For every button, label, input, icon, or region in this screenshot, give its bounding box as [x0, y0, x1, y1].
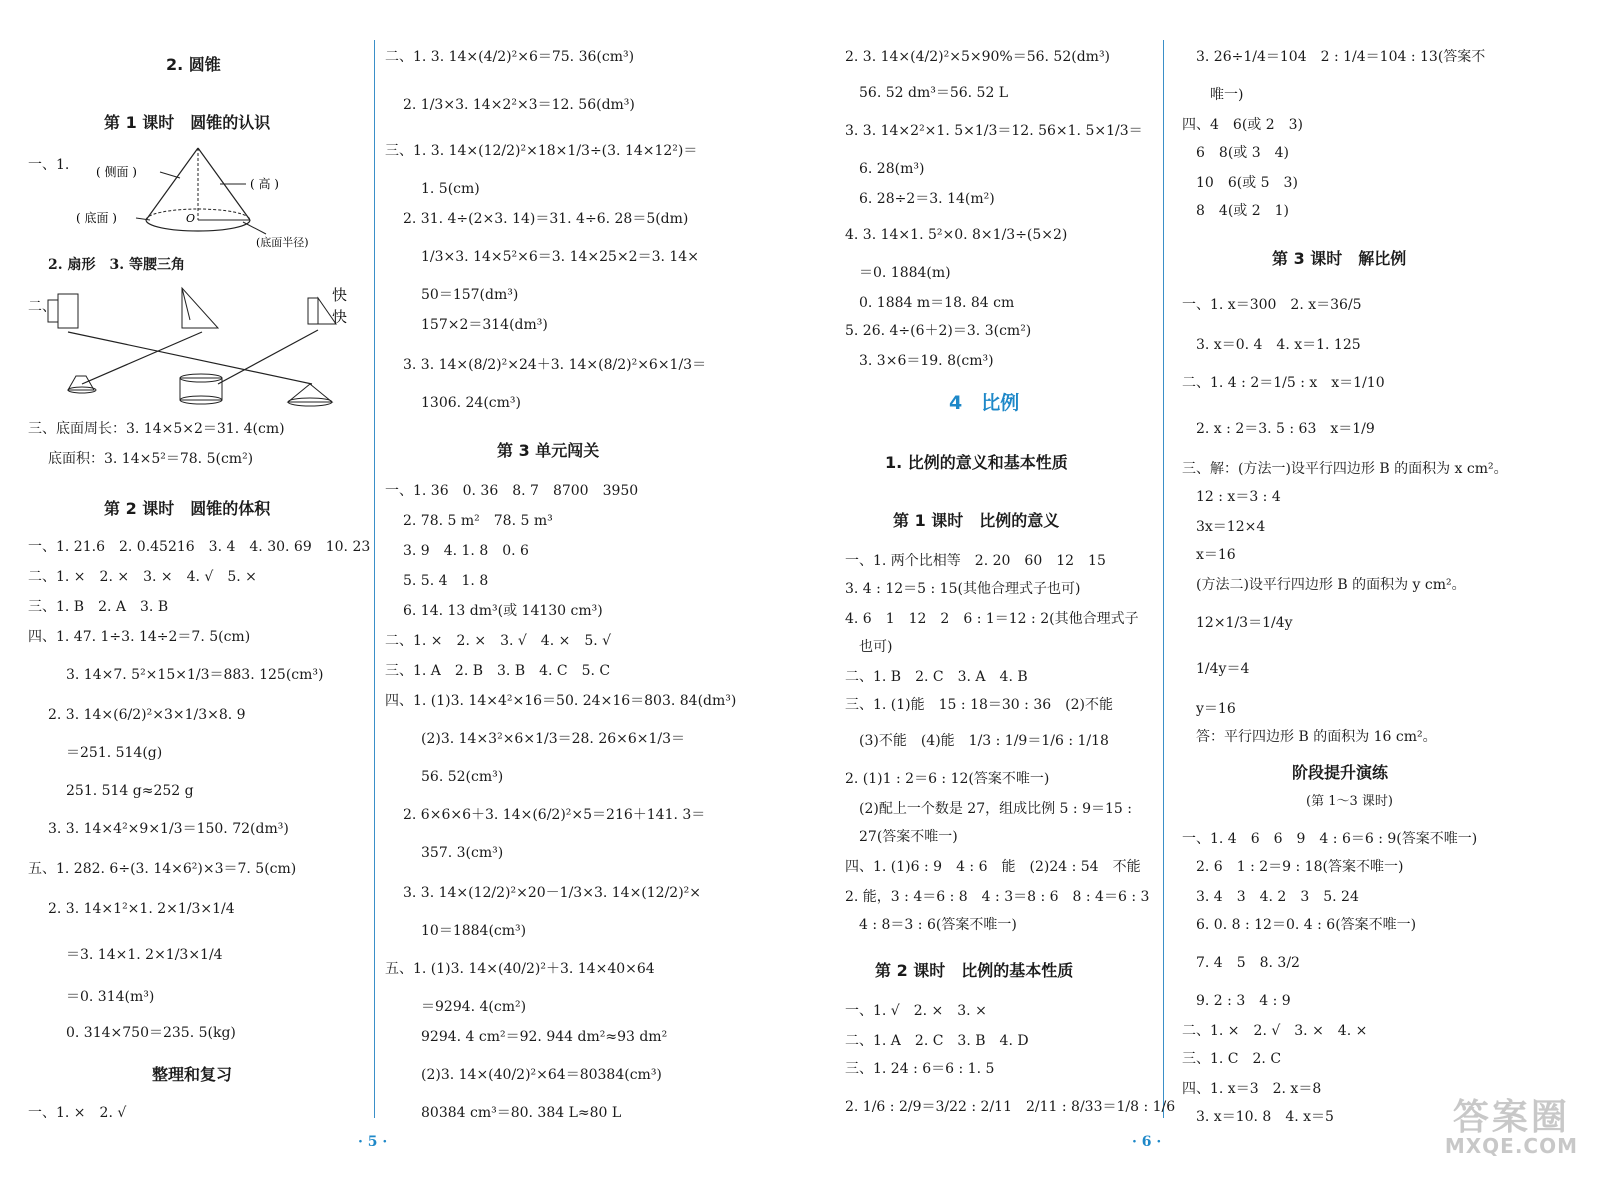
lesson-heading: 第 2 课时 圆锥的体积 [104, 499, 271, 518]
lesson-heading: 第 3 课时 解比例 [1272, 249, 1407, 268]
answer-line: 3. 3. 14×4²×9×1/3＝150. 72(dm³) [48, 821, 289, 837]
match-line [68, 332, 312, 384]
leader-line [243, 222, 266, 234]
answer-line: 6. 0. 8 : 12＝0. 4 : 6(答案不唯一) [1196, 917, 1417, 933]
answer-line: 唯一) [1210, 87, 1244, 103]
answer-line: 四、4 6(或 2 3) [1182, 117, 1304, 133]
answer-line: 2. (1)1 : 2＝6 : 12(答案不唯一) [845, 771, 1050, 787]
shape-side-view [48, 300, 58, 322]
answer-line: 80384 cm³＝80. 384 L≈80 L [421, 1105, 622, 1121]
leader-line [160, 172, 180, 178]
answer-line: 3. 9 4. 1. 8 0. 6 [403, 543, 529, 559]
label-o: O [186, 212, 196, 225]
answer-line: 二、1. B 2. C 3. A 4. B [845, 669, 1028, 685]
answer-line: 27(答案不唯一) [859, 829, 958, 845]
watermark-logo-text: 答案圈 [1452, 1097, 1570, 1138]
answer-line: 三、1. A 2. B 3. B 4. C 5. C [385, 663, 611, 679]
answer-line: 四、1. 47. 1÷3. 14÷2＝7. 5(cm) [28, 629, 251, 645]
answer-line: 3. 26÷1/4＝104 2 : 1/4＝104 : 13(答案不 [1196, 49, 1486, 65]
answer-line: 3. 3. 14×2²×1. 5×1/3＝12. 56×1. 5×1/3＝ [845, 123, 1143, 139]
answer-line: 二、1. × 2. × 3. √ 4. × 5. √ [385, 633, 612, 649]
answer-line: 一、1. × 2. √ [28, 1105, 127, 1121]
question-label: 一、1. [28, 157, 70, 173]
handwriting: 快 [332, 308, 348, 326]
answer-line: 四、1. (1)3. 14×4²×16＝50. 24×16＝803. 84(dm³) [385, 693, 737, 709]
section-heading-cone: 2. 圆锥 [166, 55, 221, 74]
answer-line: ＝0. 314(m³) [66, 989, 155, 1005]
column-divider [374, 40, 375, 1118]
answer-line: 6. 14. 13 dm³(或 14130 cm³) [403, 603, 603, 619]
answer-line: (2)配上一个数是 27，组成比例 5 : 9＝15 : [859, 801, 1132, 817]
answer-line: 6. 28÷2＝3. 14(m²) [859, 191, 995, 207]
answer-line: 2. 3. 14×(6/2)²×3×1/3×8. 9 [48, 707, 246, 723]
answer-line: 二、1. × 2. √ 3. × 4. × [1182, 1023, 1368, 1039]
answer-line: 0. 314×750＝235. 5(kg) [66, 1025, 236, 1041]
answer-line: 12×1/3＝1/4y [1196, 615, 1293, 631]
label-base: ( 底面 ) [76, 211, 117, 225]
watermark-url: MXQE.COM [1444, 1134, 1578, 1158]
answer-line: 2. 扇形 3. 等腰三角 [48, 257, 185, 273]
answer-line: 2. 6×6×6＋3. 14×(6/2)²×5＝216＋141. 3＝ [403, 807, 706, 823]
page-number: · 6 · [1132, 1134, 1162, 1150]
answer-line: 9. 2 : 3 4 : 9 [1196, 993, 1291, 1009]
answer-line: (方法二)设平行四边形 B 的面积为 y cm²。 [1196, 577, 1466, 593]
cone-diagram [68, 140, 358, 260]
answer-line: 底面积：3. 14×5²＝78. 5(cm²) [48, 451, 254, 467]
section-heading-review: 整理和复习 [152, 1065, 233, 1084]
answer-line: 10＝1884(cm³) [421, 923, 527, 939]
answer-line: 二、1. A 2. C 3. B 4. D [845, 1033, 1029, 1049]
answer-line: 56. 52 dm³＝56. 52 L [859, 85, 1009, 101]
answer-line: 3. 3×6＝19. 8(cm³) [859, 353, 994, 369]
answer-line: 2. 3. 14×(4/2)²×5×90%＝56. 52(dm³) [845, 49, 1111, 65]
answer-line: 二、1. 3. 14×(4/2)²×6＝75. 36(cm³) [385, 49, 635, 65]
answer-line: 3. 4 3 4. 2 3 5. 24 [1196, 889, 1359, 905]
answer-line: 5. 26. 4÷(6＋2)＝3. 3(cm²) [845, 323, 1032, 339]
answer-line: (3)不能 (4)能 1/3 : 1/9＝1/6 : 1/18 [859, 733, 1109, 749]
watermark [1444, 1097, 1578, 1158]
answer-line: 五、1. (1)3. 14×(40/2)²＋3. 14×40×64 [385, 961, 655, 977]
section-heading: 1. 比例的意义和基本性质 [885, 453, 1068, 472]
answer-line: 8 4(或 2 1) [1196, 203, 1290, 219]
answer-line: 三、1. (1)能 15 : 18＝30 : 36 (2)不能 [845, 697, 1113, 713]
answer-line: 2. x : 2＝3. 5 : 63 x＝1/9 [1196, 421, 1375, 437]
question-label: 二、 [28, 299, 56, 315]
answer-line: 三、1. 3. 14×(12/2)²×18×1/3÷(3. 14×12²)＝ [385, 143, 698, 159]
answer-line: 3. 3. 14×(12/2)²×20－1/3×3. 14×(12/2)²× [403, 885, 701, 901]
lesson-heading: 第 1 课时 圆锥的认识 [104, 113, 271, 132]
label-radius: (底面半径) [256, 236, 309, 249]
match-line [218, 330, 318, 384]
shape-trapezoid [308, 298, 318, 324]
answer-line: 2. 1/3×3. 14×2²×3＝12. 56(dm³) [403, 97, 635, 113]
answer-line: x＝16 [1196, 547, 1236, 563]
chapter-heading: 4 比例 [949, 392, 1020, 414]
answer-line: 一、1. √ 2. × 3. × [845, 1003, 987, 1019]
label-side: ( 侧面 ) [96, 165, 137, 179]
answer-line: 三、1. C 2. C [1182, 1051, 1282, 1067]
lesson-heading: 第 2 课时 比例的基本性质 [875, 961, 1074, 980]
page-number: · 5 · [358, 1134, 388, 1150]
answer-line: 2. 3. 14×1²×1. 2×1/3×1/4 [48, 901, 235, 917]
answer-line: 三、1. 24 : 6＝6 : 1. 5 [845, 1061, 995, 1077]
answer-line: 3. x＝0. 4 4. x＝1. 125 [1196, 337, 1361, 353]
answer-line: 2. 6 1 : 2＝9 : 18(答案不唯一) [1196, 859, 1404, 875]
matching-diagram [42, 280, 362, 410]
answer-line: (2)3. 14×3²×6×1/3＝28. 26×6×1/3＝ [421, 731, 686, 747]
answer-line: 一、1. x＝300 2. x＝36/5 [1182, 297, 1362, 313]
answer-line: 50＝157(dm³) [421, 287, 519, 303]
answer-line: ＝0. 1884(m) [859, 265, 951, 281]
answer-line: ＝9294. 4(cm²) [421, 999, 527, 1015]
answer-line: 1/4y＝4 [1196, 661, 1250, 677]
answer-line: 10 6(或 5 3) [1196, 175, 1298, 191]
answer-line: 56. 52(cm³) [421, 769, 504, 785]
section-subheading: (第 1～3 课时) [1306, 794, 1393, 809]
answer-line: 3. 3. 14×(8/2)²×24＋3. 14×(8/2)²×6×1/3＝ [403, 357, 707, 373]
answer-line: 一、1. 21.6 2. 0.45216 3. 4 4. 30. 69 10. 23 [28, 539, 371, 555]
answer-line: 6 8(或 3 4) [1196, 145, 1290, 161]
answer-line: 12 : x＝3 : 4 [1196, 489, 1281, 505]
handwriting: 快 [332, 286, 348, 304]
answer-line: 1/3×3. 14×5²×6＝3. 14×25×2＝3. 14× [421, 249, 699, 265]
label-height: ( 高 ) [250, 177, 279, 191]
answer-line: 五、1. 282. 6÷(3. 14×6²)×3＝7. 5(cm) [28, 861, 297, 877]
answer-line: 二、1. 4 : 2＝1/5 : x x＝1/10 [1182, 375, 1385, 391]
answer-line: 6. 28(m³) [859, 161, 925, 177]
answer-line: 3. x＝10. 8 4. x＝5 [1196, 1109, 1334, 1125]
answer-line: 四、1. x＝3 2. x＝8 [1182, 1081, 1322, 1097]
answer-line: 2. 能，3 : 4＝6 : 8 4 : 3＝8 : 6 8 : 4＝6 : 3 [845, 889, 1150, 905]
answer-line: 0. 1884 m＝18. 84 cm [859, 295, 1015, 311]
answer-line: 答：平行四边形 B 的面积为 16 cm²。 [1196, 729, 1437, 745]
answer-line: 也可) [859, 639, 893, 655]
answer-line: (2)3. 14×(40/2)²×64＝80384(cm³) [421, 1067, 662, 1083]
answer-line: 二、1. × 2. × 3. × 4. √ 5. × [28, 569, 257, 585]
answer-line: 2. 1/6 : 2/9＝3/22 : 2/11 2/11 : 8/33＝1/8 : 1/6 [845, 1099, 1176, 1115]
answer-line: 4. 6 1 12 2 6 : 1＝12 : 2(其他合理式子 [845, 611, 1139, 627]
answer-line: 251. 514 g≈252 g [66, 783, 194, 799]
answer-line: 4 : 8＝3 : 6(答案不唯一) [859, 917, 1017, 933]
answer-line: 2. 31. 4÷(2×3. 14)＝31. 4÷6. 28＝5(dm) [403, 211, 689, 227]
answer-line: 三、解：(方法一)设平行四边形 B 的面积为 x cm²。 [1182, 461, 1508, 477]
answer-line: 5. 5. 4 1. 8 [403, 573, 489, 589]
answer-line: 一、1. 两个比相等 2. 20 60 12 15 [845, 553, 1106, 569]
answer-line: 7. 4 5 8. 3/2 [1196, 955, 1300, 971]
answer-line: 一、1. 4 6 6 9 4 : 6＝6 : 9(答案不唯一) [1182, 831, 1478, 847]
answer-line: y＝16 [1196, 701, 1236, 717]
answer-line: 3x＝12×4 [1196, 519, 1266, 535]
answer-line: 一、1. 36 0. 36 8. 7 8700 3950 [385, 483, 639, 499]
shape-rectangle [58, 294, 78, 328]
answer-line: 3. 4 : 12＝5 : 15(其他合理式子也可) [845, 581, 1081, 597]
answer-line: 三、底面周长：3. 14×5×2＝31. 4(cm) [28, 421, 285, 437]
cone-base-front [146, 220, 250, 231]
answer-line: 9294. 4 cm²＝92. 944 dm²≈93 dm² [421, 1029, 668, 1045]
answer-line: 357. 3(cm³) [421, 845, 504, 861]
answer-line: 4. 3. 14×1. 5²×0. 8×1/3÷(5×2) [845, 227, 1068, 243]
column-divider [1163, 40, 1164, 1118]
lesson-heading: 第 1 课时 比例的意义 [893, 511, 1060, 530]
answer-line: 1. 5(cm) [421, 181, 480, 197]
answer-line: 1306. 24(cm³) [421, 395, 521, 411]
answer-line: 157×2＝314(dm³) [421, 317, 548, 333]
match-line [82, 332, 202, 384]
answer-line: 3. 14×7. 5²×15×1/3＝883. 125(cm³) [66, 667, 324, 683]
answer-line: ＝3. 14×1. 2×1/3×1/4 [66, 947, 223, 963]
answer-line: 三、1. B 2. A 3. B [28, 599, 169, 615]
answer-line: 2. 78. 5 m² 78. 5 m³ [403, 513, 553, 529]
answer-line: 四、1. (1)6 : 9 4 : 6 能 (2)24 : 54 不能 [845, 859, 1141, 875]
section-heading: 阶段提升演练 [1292, 763, 1389, 782]
unit-heading: 第 3 单元闯关 [497, 441, 600, 460]
answer-line: ＝251. 514(g) [66, 745, 163, 761]
